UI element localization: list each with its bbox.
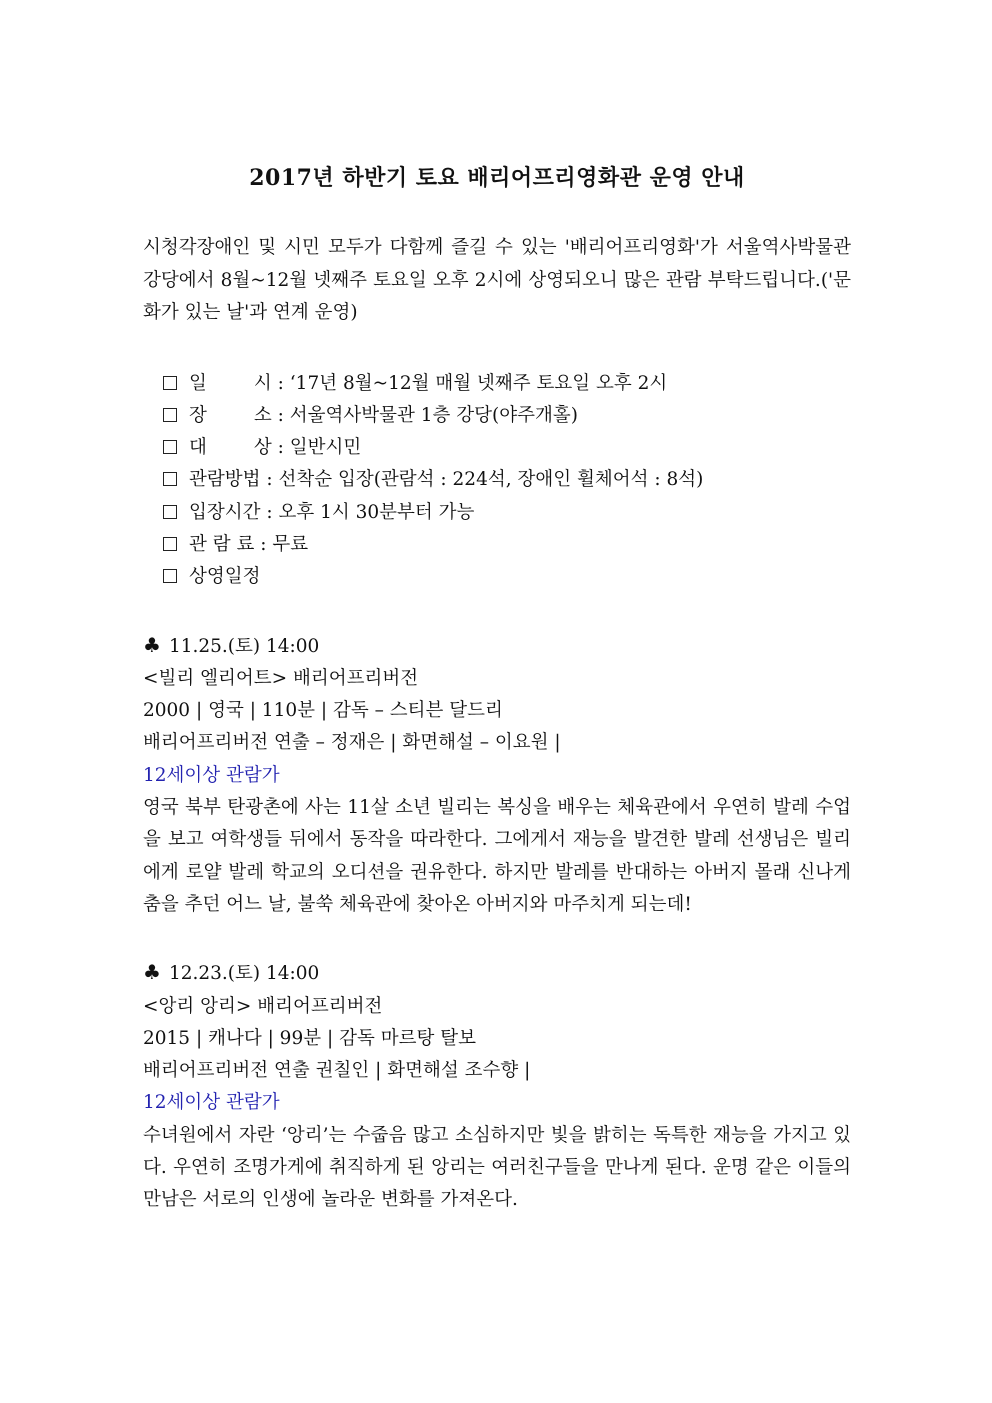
checkbox-square-icon: [163, 569, 177, 583]
info-value: : 일반시민: [271, 437, 362, 459]
info-item-place: [163, 400, 851, 432]
screening-datetime-text: 12.23.(토) 14:00: [168, 963, 320, 985]
club-icon: ♣: [143, 632, 161, 657]
info-label: 관 람 료: [189, 533, 255, 555]
info-item-fee: [163, 529, 851, 561]
info-label: 상영일정: [189, 566, 261, 588]
checkbox-square-icon: [163, 537, 177, 551]
info-item-method: [163, 464, 851, 496]
info-item-entry-time: [163, 497, 851, 529]
checkbox-square-icon: [163, 505, 177, 519]
film-meta: 2000 | 영국 | 110분 | 감독 – 스티븐 달드리: [143, 700, 503, 722]
film-entry-billy-elliot: [143, 629, 851, 922]
checkbox-square-icon: [163, 376, 177, 390]
screening-datetime-text: 11.25.(토) 14:00: [168, 635, 320, 657]
screening-datetime: [143, 629, 851, 663]
film-title: <빌리 엘리어트> 배리어프리버전: [143, 667, 419, 689]
info-item-schedule: [163, 561, 851, 593]
info-item-date: [163, 368, 851, 400]
film-meta: 2015 | 캐나다 | 99분 | 감독 마르탕 탈보: [143, 1027, 476, 1049]
screening-datetime: [143, 956, 851, 990]
info-value: : 선착순 입장(관람석 : 224석, 장애인 휠체어석 : 8석): [260, 469, 704, 491]
info-list: [143, 368, 851, 594]
info-label: 관람방법: [189, 469, 261, 491]
info-value: : 무료: [254, 533, 309, 555]
info-value: : 오후 1시 30분부터 가능: [260, 501, 475, 523]
club-icon: ♣: [143, 960, 161, 985]
intro-paragraph: 시청각장애인 및 시민 모두가 다함께 즐길 수 있는 '배리어프리영화'가 서울역사박물관 강당에서 8월~12월 넷째주 토요일 오후 2시에 상영되오니 많은 관람 부탁드립니다.('문화가 있는 날'과 연계 운영): [143, 237, 851, 323]
info-item-target: [163, 432, 851, 464]
info-value: : ‘17년 8월~12월 매월 넷째주 토요일 오후 2시: [271, 372, 668, 394]
document-page: [143, 160, 851, 1217]
age-rating: 12세이상 관람가: [143, 764, 280, 786]
film-credits: 배리어프리버전 연출 권칠인 | 화면해설 조수향 |: [143, 1060, 531, 1082]
info-label: 일 시: [189, 372, 272, 394]
checkbox-square-icon: [163, 440, 177, 454]
document-title: 2017년 하반기 토요 배리어프리영화관 운영 안내: [249, 165, 745, 191]
film-credits: 배리어프리버전 연출 – 정재은 | 화면해설 – 이요원 |: [143, 732, 561, 754]
checkbox-square-icon: [163, 472, 177, 486]
checkbox-square-icon: [163, 408, 177, 422]
film-title: <앙리 앙리> 배리어프리버전: [143, 995, 383, 1017]
film-synopsis: 수녀원에서 자란 ‘앙리’는 수줍음 많고 소심하지만 빛을 밝히는 독특한 재능을 가지고 있다. 우연히 조명가게에 취직하게 된 앙리는 여러친구들을 만나게 된다. 운명 같은 이들의 만남은 서로의 인생에 놀라운 변화를 가져온다.: [143, 1124, 851, 1211]
film-synopsis: 영국 북부 탄광촌에 사는 11살 소년 빌리는 복싱을 배우는 체육관에서 우연히 발레 수업을 보고 여학생들 뒤에서 동작을 따라한다. 그에게서 재능을 발견한 발레 선생님은 빌리에게 로얄 발레 학교의 오디션을 권유한다. 하지만 발레를 반대하는 아버지 몰래 신나게 춤을 추던 어느 날, 불쑥 체육관에 찾아온 아버지와 마주치게 되는데!: [143, 797, 851, 915]
info-label: 대 상: [189, 437, 272, 459]
info-label: 장 소: [189, 404, 272, 426]
info-label: 입장시간: [189, 501, 261, 523]
film-entry-henri-henri: [143, 956, 851, 1216]
age-rating: 12세이상 관람가: [143, 1092, 280, 1114]
info-value: : 서울역사박물관 1층 강당(야주개홀): [271, 404, 578, 426]
